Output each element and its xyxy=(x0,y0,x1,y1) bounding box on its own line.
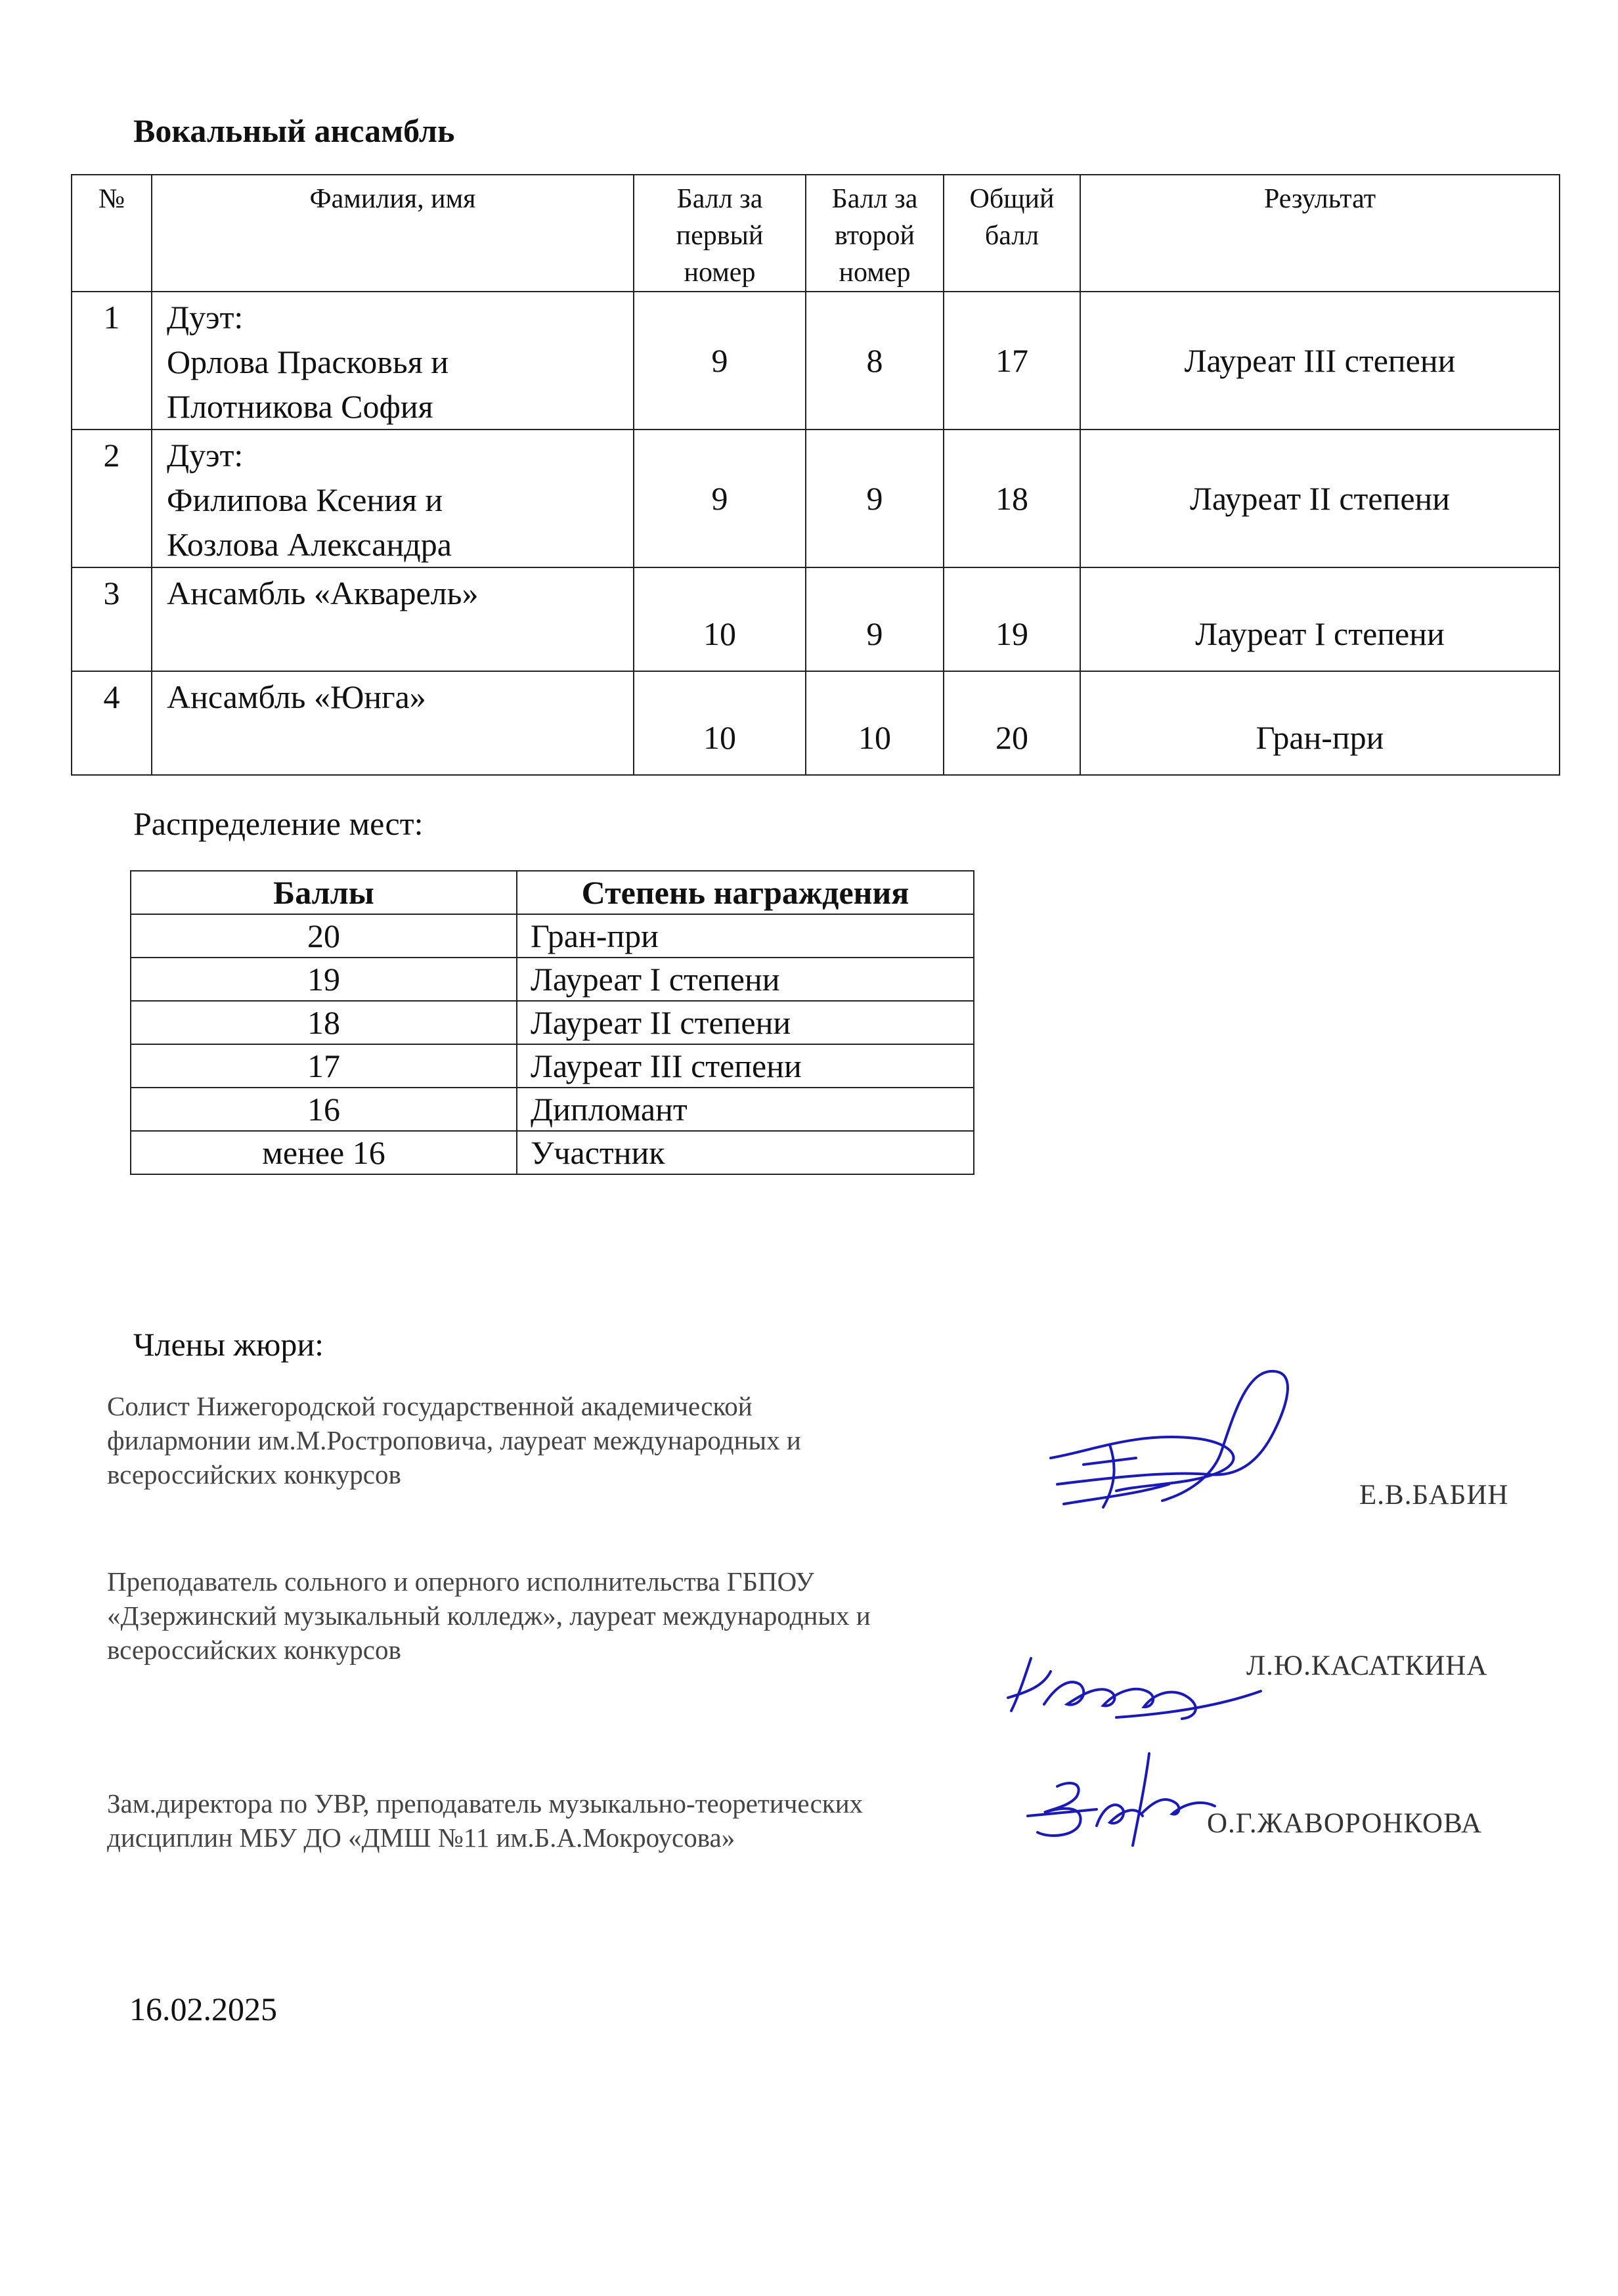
header-score2-line: номер xyxy=(839,257,911,288)
signature-2 xyxy=(1005,1645,1267,1731)
jury-desc-line: Солист Нижегородской государственной академической xyxy=(107,1391,753,1421)
dist-points: 20 xyxy=(131,914,517,958)
dist-degree: Участник xyxy=(517,1131,974,1174)
header-total xyxy=(944,175,1080,292)
row-total: 17 xyxy=(944,292,1080,430)
row-name-line: Орлова Прасковья и xyxy=(167,343,448,380)
dist-points: менее 16 xyxy=(131,1131,517,1174)
table-row xyxy=(131,914,974,958)
jury-desc-line: Зам.директора по УВР, преподаватель музыкально-теоретических xyxy=(107,1788,864,1819)
table-row xyxy=(72,567,1560,671)
jury-desc-line: Преподаватель сольного и оперного исполнительства ГБПОУ xyxy=(107,1566,814,1597)
jury-desc-line: филармонии им.М.Ростроповича, лауреат международных и xyxy=(107,1425,801,1455)
header-score1-line: первый xyxy=(676,221,764,251)
row-score1: 9 xyxy=(634,430,806,567)
dist-points: 17 xyxy=(131,1044,517,1088)
jury-member-description xyxy=(107,1389,1013,1491)
row-num: 3 xyxy=(72,567,152,671)
header-total-line: балл xyxy=(984,221,1039,251)
row-name-line: Дуэт: xyxy=(167,299,244,336)
row-name-line: Ансамбль «Юнга» xyxy=(167,678,426,715)
row-name-line: Дуэт: xyxy=(167,437,244,474)
document-date: 16.02.2025 xyxy=(129,1991,277,2027)
jury-desc-line: всероссийских конкурсов xyxy=(107,1459,401,1490)
row-score1: 10 xyxy=(634,671,806,775)
row-score2: 9 xyxy=(806,567,944,671)
header-score2-line: второй xyxy=(834,221,915,251)
header-score1-line: номер xyxy=(684,257,756,288)
header-points: Баллы xyxy=(131,871,517,914)
dist-degree: Дипломант xyxy=(517,1088,974,1131)
row-total: 19 xyxy=(944,567,1080,671)
header-score2-line: Балл за xyxy=(831,184,918,214)
header-name: Фамилия, имя xyxy=(152,175,634,292)
distribution-table xyxy=(130,870,974,1175)
table-row xyxy=(131,1088,974,1131)
table-row xyxy=(131,1044,974,1088)
row-name xyxy=(152,567,634,671)
row-num: 4 xyxy=(72,671,152,775)
dist-degree: Лауреат II степени xyxy=(517,1001,974,1044)
header-degree: Степень награждения xyxy=(517,871,974,914)
signature-3 xyxy=(1024,1740,1221,1859)
dist-degree: Гран-при xyxy=(517,914,974,958)
row-total: 20 xyxy=(944,671,1080,775)
jury-desc-line: всероссийских конкурсов xyxy=(107,1635,401,1665)
jury-member-description xyxy=(107,1786,1013,1855)
row-name-line: Плотникова София xyxy=(167,388,433,425)
distribution-header-row xyxy=(131,871,974,914)
header-result: Результат xyxy=(1080,175,1560,292)
jury-member-name: Е.В.БАБИН xyxy=(1359,1480,1509,1511)
table-row xyxy=(72,430,1560,567)
dist-points: 16 xyxy=(131,1088,517,1131)
dist-points: 19 xyxy=(131,958,517,1001)
results-header-row xyxy=(72,175,1560,292)
jury-member-name: О.Г.ЖАВОРОНКОВА xyxy=(1207,1808,1483,1839)
jury-member-name: Л.Ю.КАСАТКИНА xyxy=(1246,1650,1488,1681)
row-name-line: Ансамбль «Акварель» xyxy=(167,575,479,611)
row-result: Гран-при xyxy=(1080,671,1560,775)
distribution-title: Распределение мест: xyxy=(133,805,424,842)
jury-member-description xyxy=(107,1564,1013,1667)
row-score2: 10 xyxy=(806,671,944,775)
row-num: 1 xyxy=(72,292,152,430)
dist-points: 18 xyxy=(131,1001,517,1044)
row-name xyxy=(152,671,634,775)
table-row xyxy=(131,1131,974,1174)
table-row xyxy=(72,292,1560,430)
row-num: 2 xyxy=(72,430,152,567)
row-name-line: Козлова Александра xyxy=(167,526,452,563)
results-table xyxy=(71,174,1560,776)
header-num: № xyxy=(72,175,152,292)
row-score2: 9 xyxy=(806,430,944,567)
section-title: Вокальный ансамбль xyxy=(133,112,455,149)
jury-title: Члены жюри: xyxy=(133,1326,324,1363)
row-name xyxy=(152,430,634,567)
header-score2 xyxy=(806,175,944,292)
table-row xyxy=(131,958,974,1001)
dist-degree: Лауреат III степени xyxy=(517,1044,974,1088)
row-result: Лауреат III степени xyxy=(1080,292,1560,430)
header-score1-line: Балл за xyxy=(676,184,763,214)
row-result: Лауреат I степени xyxy=(1080,567,1560,671)
row-total: 18 xyxy=(944,430,1080,567)
jury-desc-line: «Дзержинский музыкальный колледж», лауреат международных и xyxy=(107,1601,871,1631)
jury-desc-line: дисциплин МБУ ДО «ДМШ №11 им.Б.А.Мокроусова» xyxy=(107,1822,735,1853)
row-result: Лауреат II степени xyxy=(1080,430,1560,567)
row-name xyxy=(152,292,634,430)
header-score1 xyxy=(634,175,806,292)
row-score2: 8 xyxy=(806,292,944,430)
header-total-line: Общий xyxy=(969,184,1055,214)
row-score1: 10 xyxy=(634,567,806,671)
table-row xyxy=(72,671,1560,775)
signature-1 xyxy=(1038,1359,1313,1537)
row-name-line: Филипова Ксения и xyxy=(167,481,443,518)
table-row xyxy=(131,1001,974,1044)
row-score1: 9 xyxy=(634,292,806,430)
dist-degree: Лауреат I степени xyxy=(517,958,974,1001)
